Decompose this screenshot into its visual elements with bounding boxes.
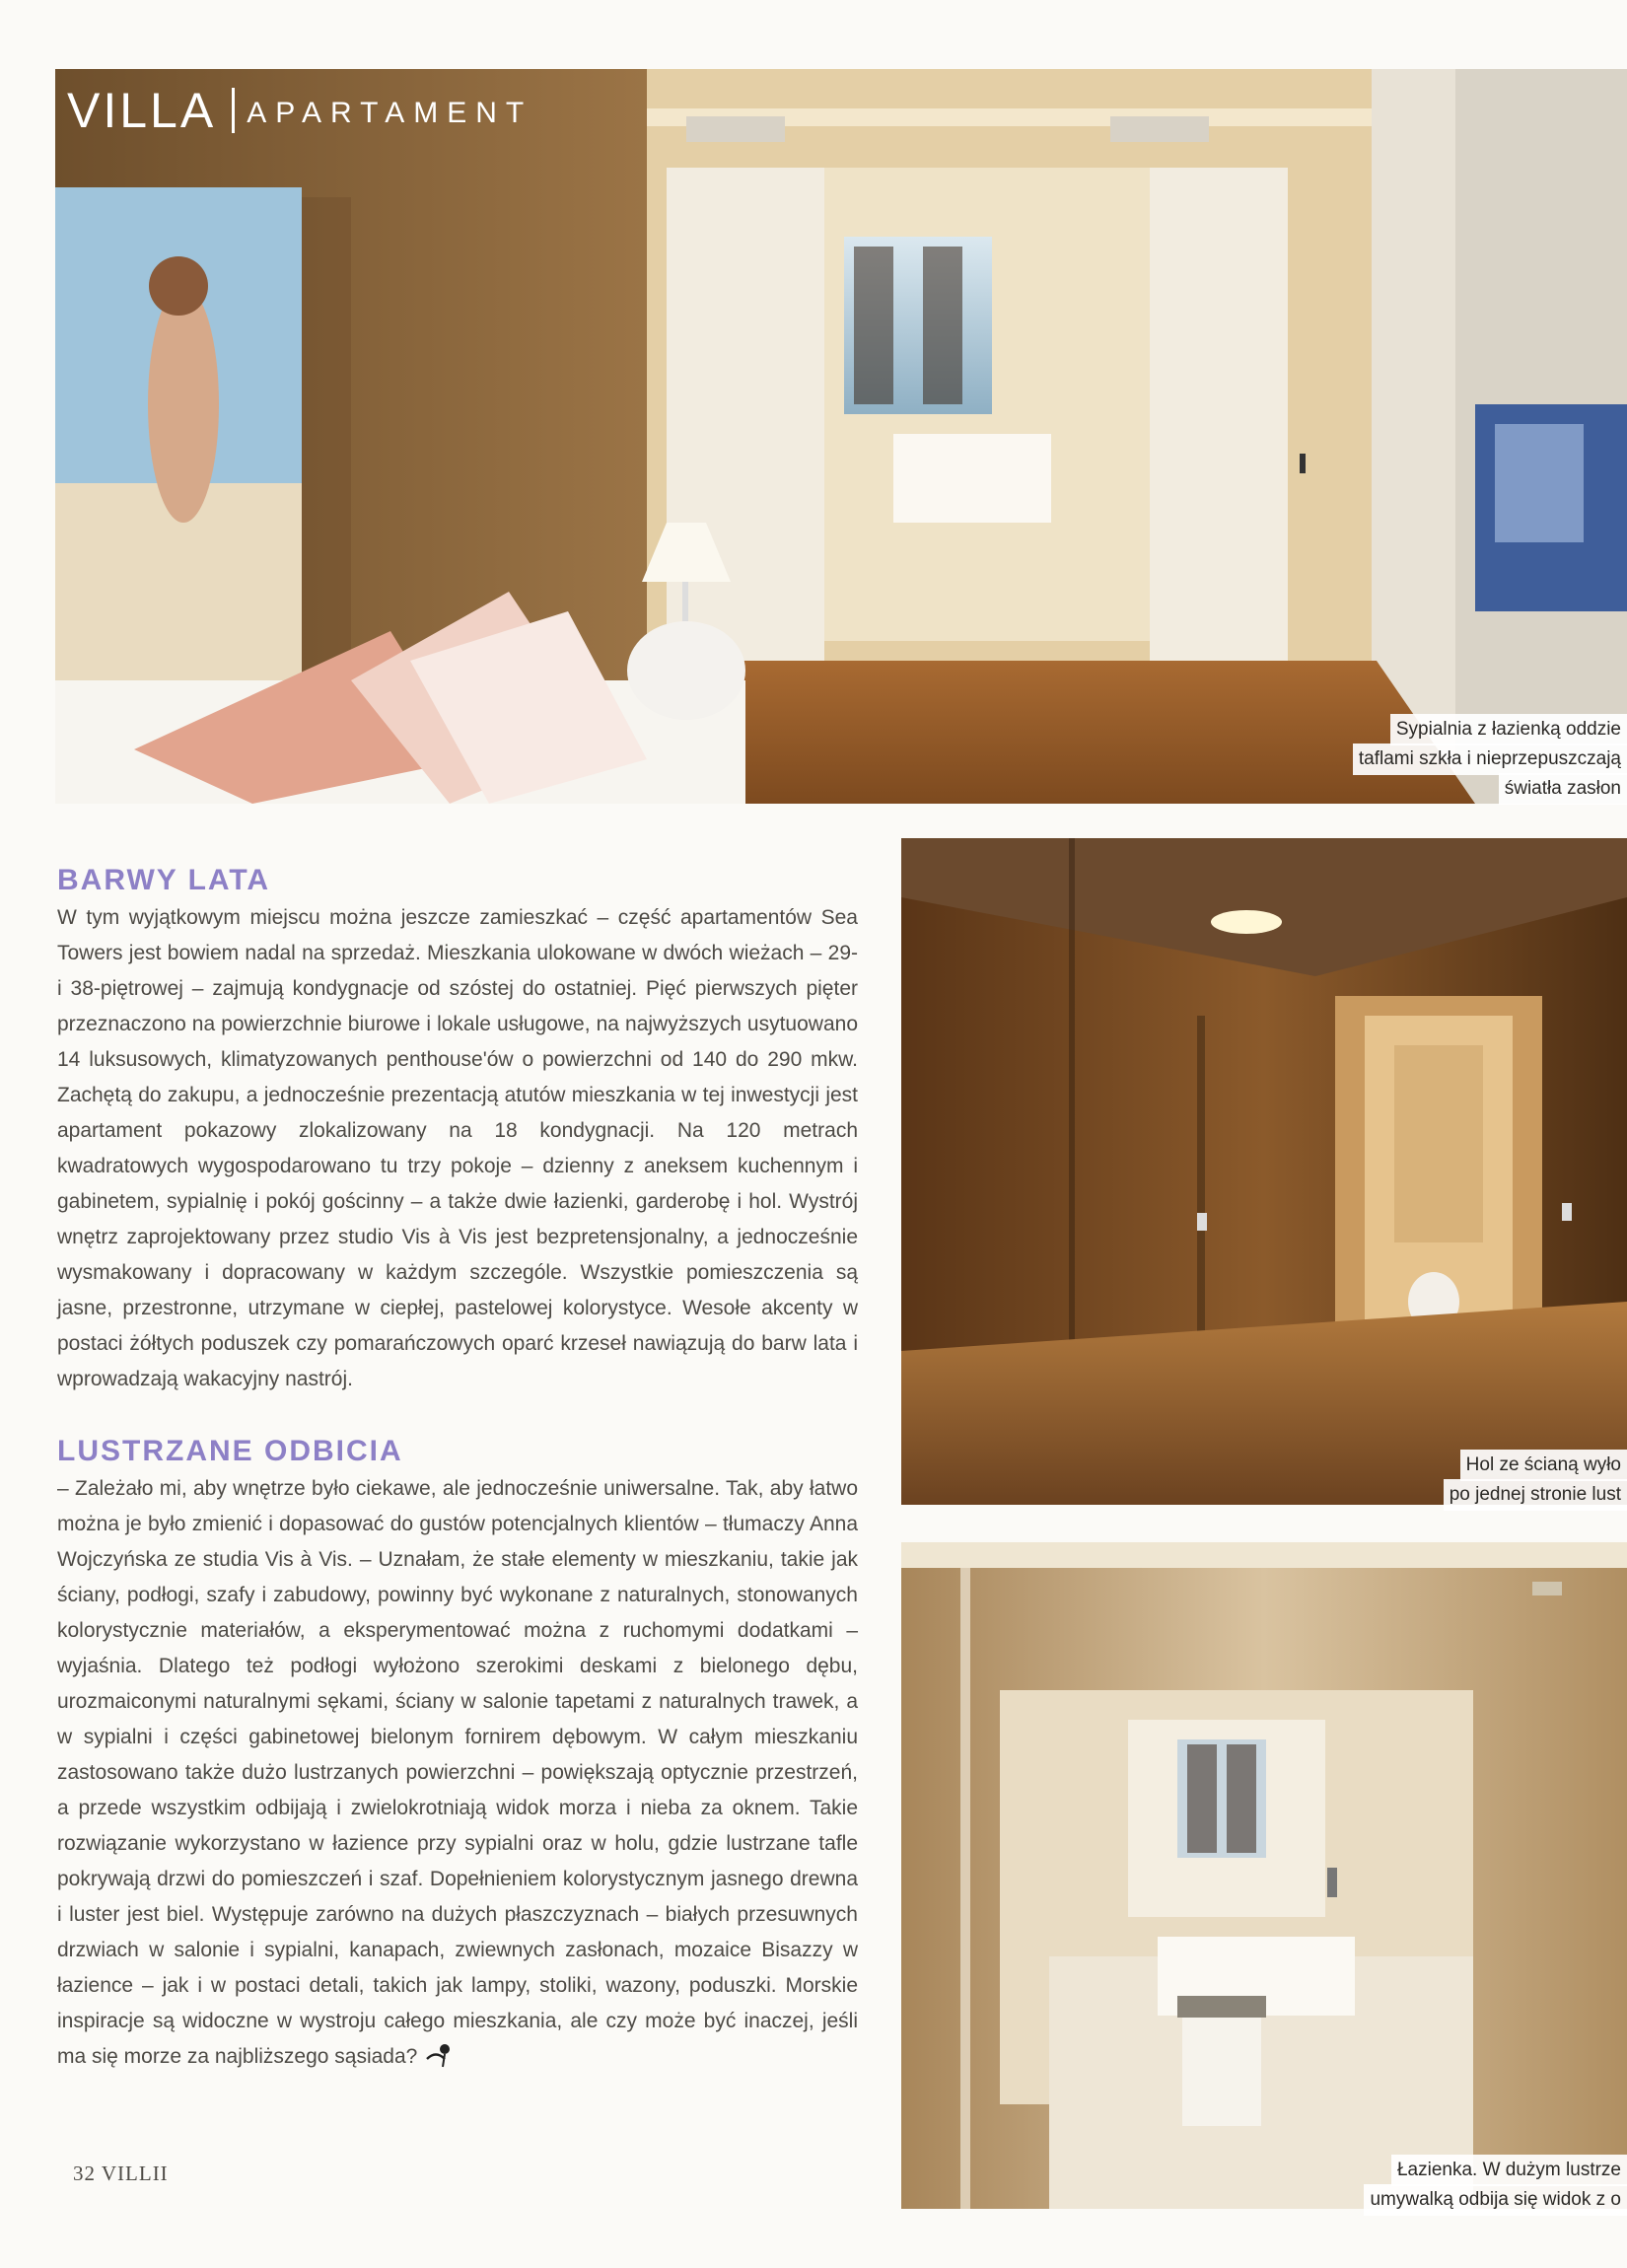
bedroom-caption-line-1: Sypialnia z łazienką oddzie bbox=[1390, 714, 1627, 745]
section-text-lustrzane-odbicia-body: – Zależało mi, aby wnętrze było ciekawe, ale jednocześnie uniwersalne. Tak, aby łatwo można je było zmienić i dopasować do gustów potencjalnych klientów – tłumaczy Anna Wojczyńska ze studia Vis à Vis. – Uznałam, że stałe elementy w mieszkaniu, takie jak ściany, podłogi, szafy i zabudowy, powinny być wykonane z naturalnych, stonowanych kolorystycznie materiałów, a eksperymentować można z ruchomymi dodatkami – wyjaśnia. Dlatego też podłogi wyłożono szerokimi deskami z bielonego dębu, urozmaiconymi naturalnymi sękami, ściany w salonie tapetami z naturalnych trawek, a w sypialni i części gabinetowej bielonym fornirem dębowym. W całym mieszkaniu zastosowano także dużo lustrzanych powierzchni – powiększają optycznie przestrzeń, a przede wszystkim odbijają i zwielokrotniają widok morza i nieba za oknem. Takie rozwiązanie wykorzystano w łazience przy sypialni oraz w holu, gdzie lustrzane tafle pokrywają drzwi do pomieszczeń i szaf. Dopełnieniem kolorystycznym jasnego drewna i luster jest biel. Występuje zarówno na dużych płaszczyznach – białych przesuwnych drzwiach w salonie i sypialni, kanapach, zwiewnych zasłonach, mozaice Bisazzy w łazience – jak i w postaci detali, takich jak lampy, stoliki, wazony, poduszki. Morskie inspiracje są widoczne w wystroju całego mieszkania, ale czy może być inaczej, jeśli ma się morze za najbliższego sąsiada? bbox=[57, 1477, 858, 2068]
magazine-name: VILLII bbox=[101, 2162, 169, 2185]
section-heading-lustrzane-odbicia: LUSTRZANE ODBICIA bbox=[57, 1435, 403, 1467]
article-section-barwy-lata bbox=[57, 861, 858, 1397]
section-text-lustrzane-odbicia bbox=[57, 1477, 858, 2068]
header-subsection-label: APARTAMENT bbox=[247, 97, 533, 129]
header-section-label: VILLA bbox=[67, 83, 217, 138]
section-text-barwy-lata: W tym wyjątkowym miejscu można jeszcze zamieszkać – część apartamentów Sea Towers jest bowiem nadal na sprzedaż. Mieszkania ulokowane w dwóch wieżach – 29- i 38-piętrowej – zajmują kondygnacje od szóstej do ostatniej. Pięć pierwszych pięter przeznaczono na powierzchnie biurowe i lokale usługowe, na najwyższych usytuowano 14 luksusowych, klimatyzowanych penthouse'ów o powierzchni od 140 do 290 mkw. Zachętą do zakupu, a jednocześnie prezentacją atutów mieszkania w tej inwestycji jest apartament pokazowy zlokalizowany na 18 kondygnacji. Na 120 metrach kwadratowych wygospodarowano tu trzy pokoje – dzienny z aneksem kuchennym i gabinetem, sypialnię i pokój gościnny – a także dwie łazienki, garderobę i hol. Wystrój wnętrz zaprojektowany przez studio Vis à Vis jest bezpretensjonalny, a jednocześnie wysmakowany i dopracowany w każdym szczególe. Wszystkie pomieszczenia są jasne, przestronne, utrzymane w ciepłej, pastelowej kolorystyce. Wesołe akcenty w postaci żółtych poduszek czy pomarańczowych oparć krzeseł nawiązują do barw lata i wprowadzają wakacyjny nastrój. bbox=[57, 906, 858, 1390]
hall-caption-line-2: po jednej stronie lust bbox=[1444, 1479, 1627, 1511]
header-divider bbox=[232, 88, 235, 133]
hall-photo bbox=[901, 838, 1627, 1505]
page-footer bbox=[73, 2162, 169, 2186]
section-header bbox=[67, 81, 532, 140]
end-ornament-icon bbox=[423, 2039, 457, 2069]
bedroom-caption-line-3: światła zasłon bbox=[1499, 773, 1627, 805]
section-heading-barwy-lata: BARWY LATA bbox=[57, 864, 271, 896]
bathroom-caption-line-1: Łazienka. W dużym lustrze bbox=[1391, 2155, 1627, 2186]
hall-caption-line-1: Hol ze ścianą wyło bbox=[1460, 1450, 1627, 1481]
bathroom-illustration bbox=[901, 1542, 1627, 2209]
page-number: 32 bbox=[73, 2162, 96, 2185]
bedroom-caption-line-2: taflami szkła i nieprzepuszczają bbox=[1353, 744, 1627, 775]
bedroom-illustration bbox=[55, 69, 1627, 804]
article-section-lustrzane-odbicia bbox=[57, 1432, 858, 2075]
bathroom-caption-line-2: umywalką odbija się widok z o bbox=[1364, 2184, 1627, 2216]
hall-illustration bbox=[901, 838, 1627, 1505]
bedroom-photo bbox=[55, 69, 1627, 804]
bathroom-photo bbox=[901, 1542, 1627, 2209]
